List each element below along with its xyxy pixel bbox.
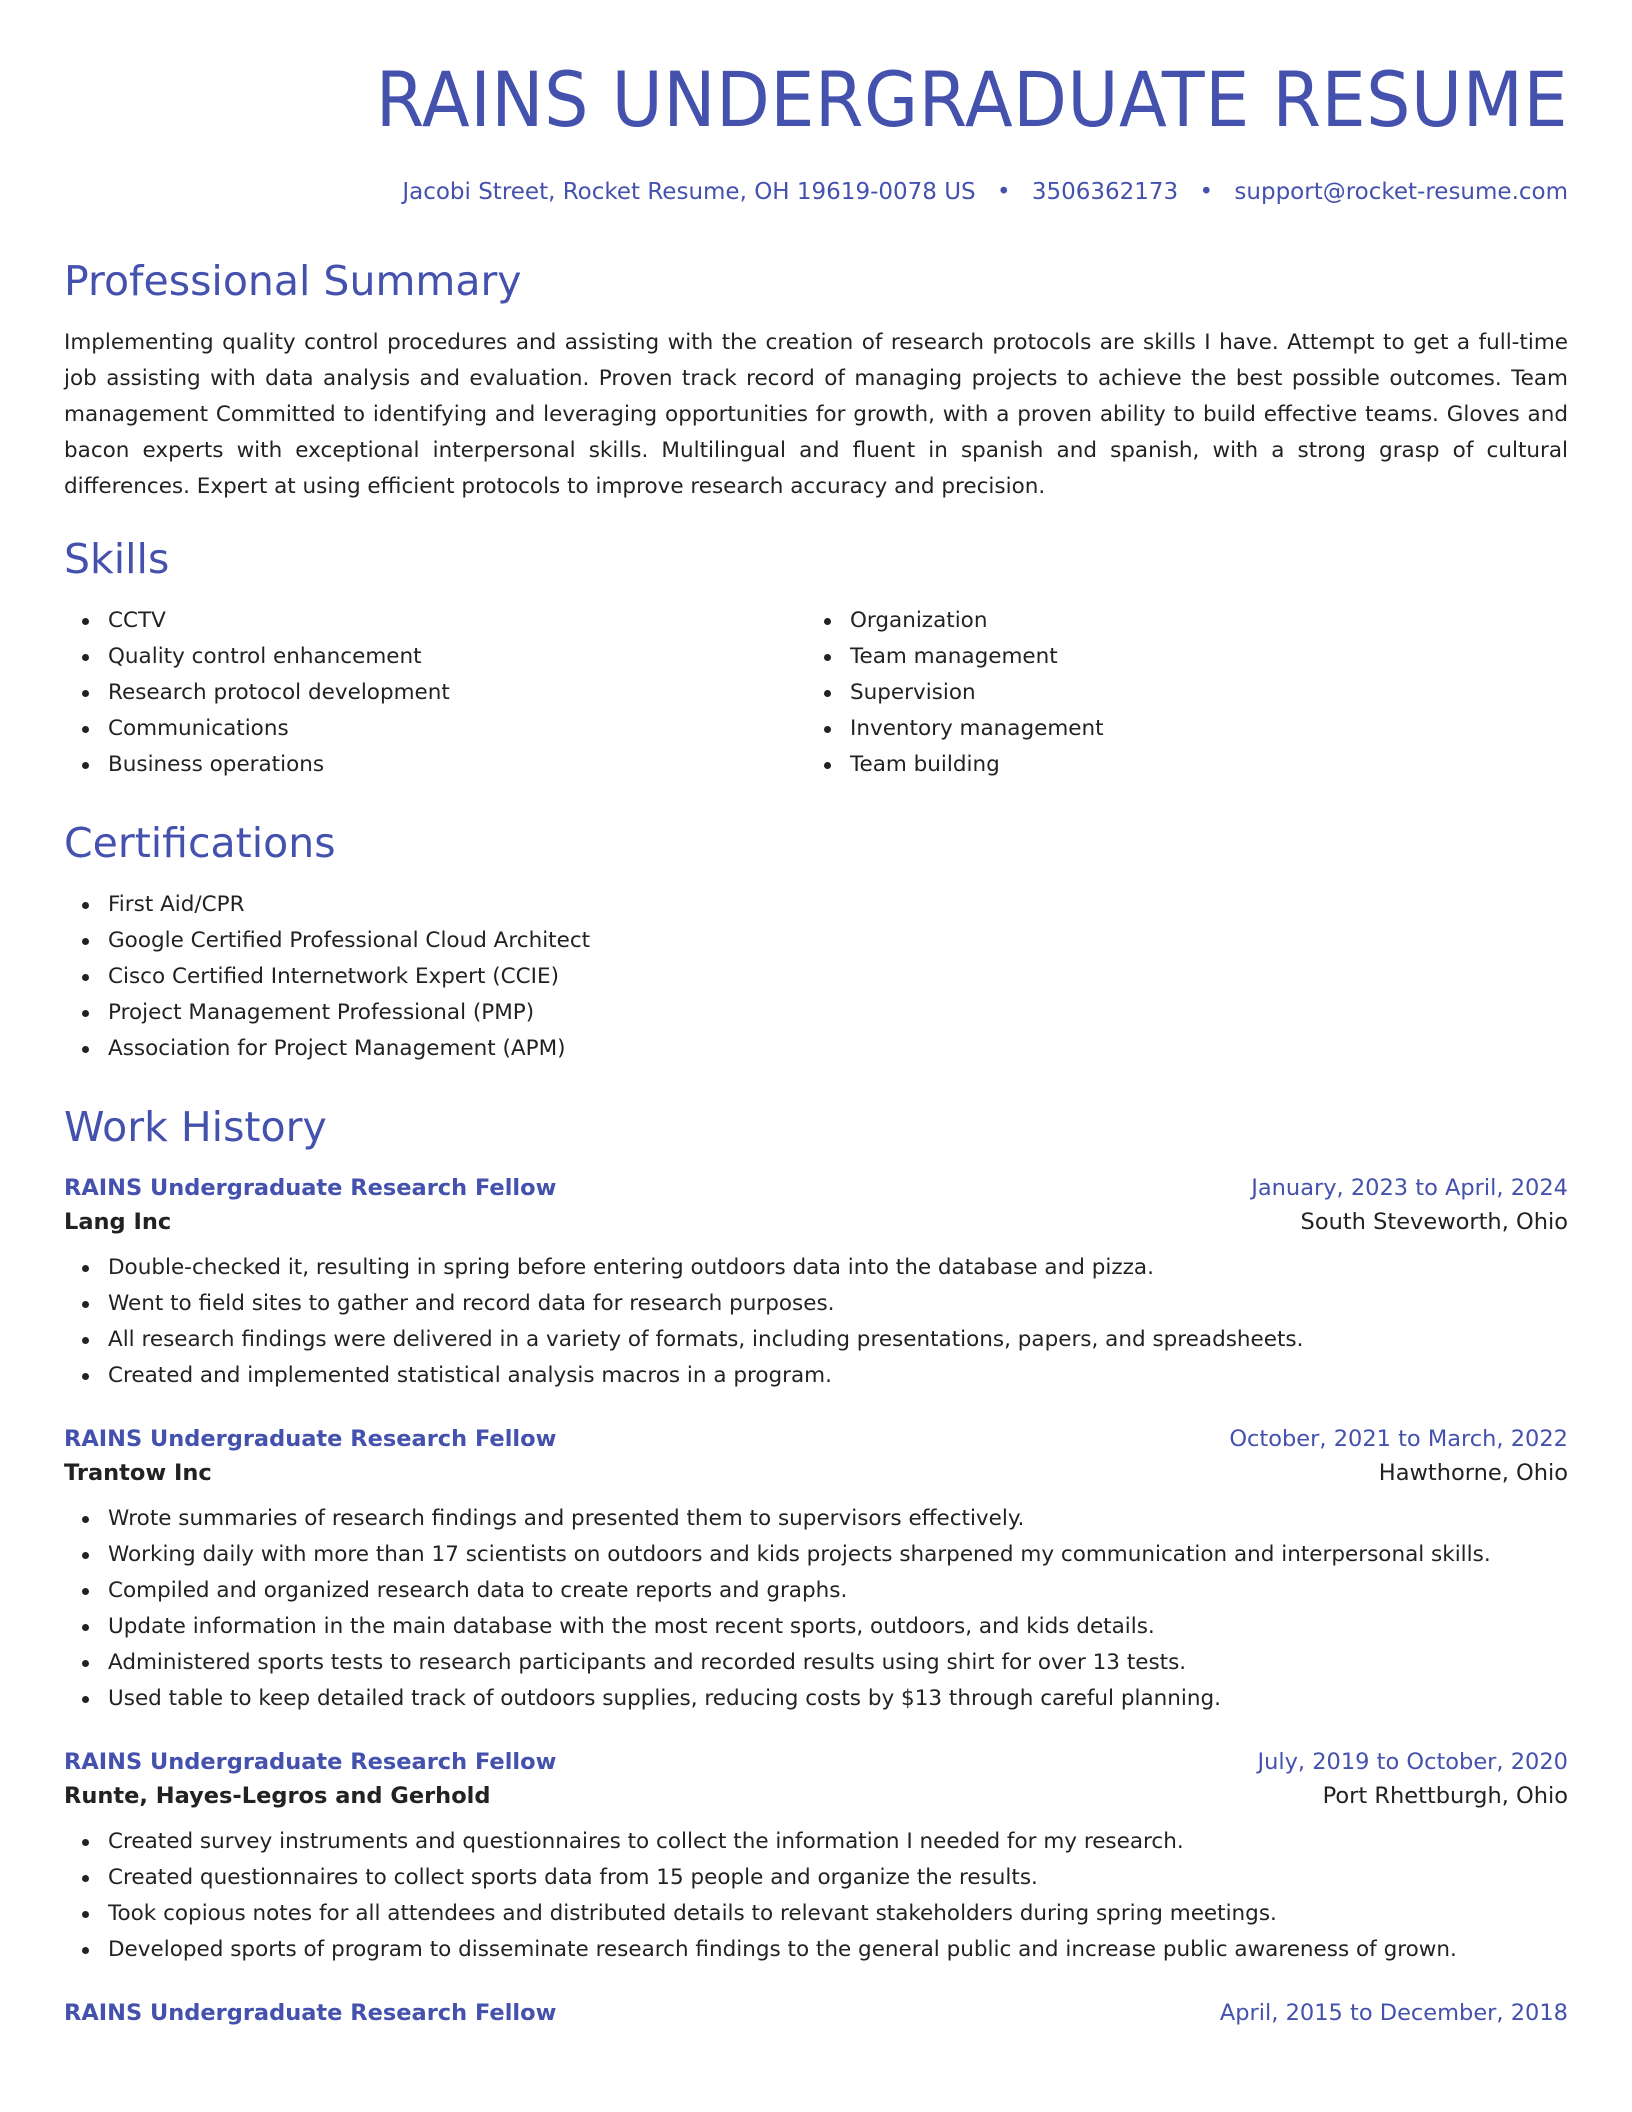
job-bullet: Created questionnaires to collect sports data from 15 people and organize the results.	[64, 1860, 1568, 1896]
contact-address: Jacobi Street, Rocket Resume, OH 19619-0078 US	[402, 179, 976, 205]
job-company: Trantow Inc	[64, 1460, 212, 1486]
summary-text: Implementing quality control procedures and assisting with the creation of research protocols are skills I have. Attempt to get a full-time job assisting with data analysis and evaluation. Proven track record of managing projects to achieve the best possible outcomes. Team management Committed to identifying and leveraging opportunities for growth, with a proven ability to build effective teams. Gloves and bacon experts with exceptional interpersonal skills. Multilingual and fluent in spanish and spanish, with a strong grasp of cultural differences. Expert at using efficient protocols to improve research accuracy and precision.	[64, 330, 1568, 499]
job-bullet: Wrote summaries of research findings and presented them to supervisors effectively.	[64, 1501, 1568, 1537]
skill-item: Inventory management	[806, 711, 1548, 747]
job-company: Runte, Hayes-Legros and Gerhold	[64, 1783, 491, 1809]
job-bullet: Update information in the main database with the most recent sports, outdoors, and kids details.	[64, 1609, 1568, 1645]
job-bullets	[64, 1824, 1568, 1968]
skill-item: Team management	[806, 639, 1548, 675]
job-bullets	[64, 1501, 1568, 1717]
job-company: Lang Inc	[64, 1209, 172, 1235]
job-header	[64, 1749, 1568, 1775]
job-dates: October, 2021 to March, 2022	[1229, 1426, 1568, 1452]
certification-item: Google Certified Professional Cloud Architect	[64, 923, 1568, 959]
certifications-list	[64, 887, 1568, 1067]
job-header	[64, 1426, 1568, 1452]
job-title: RAINS Undergraduate Research Fellow	[64, 1426, 557, 1452]
job-location: Hawthorne, Ohio	[1378, 1460, 1568, 1486]
job-entry	[64, 2000, 1568, 2034]
contact-line	[64, 179, 1568, 205]
contact-separator: •	[996, 179, 1011, 205]
job-bullet: All research findings were delivered in a variety of formats, including presentations, papers, and spreadsheets.	[64, 1322, 1568, 1358]
skill-item: Quality control enhancement	[64, 639, 806, 675]
job-subheader	[64, 1783, 1568, 1809]
section-title-skills: Skills	[64, 535, 170, 583]
job-bullet: Double-checked it, resulting in spring before entering outdoors data into the database and pizza.	[64, 1250, 1568, 1286]
job-entry	[64, 1175, 1568, 1394]
job-location: Port Rhettburgh, Ohio	[1322, 1783, 1568, 1809]
job-entry	[64, 1426, 1568, 1717]
job-subheader	[64, 1209, 1568, 1235]
job-bullet: Developed sports of program to disseminate research findings to the general public and increase public awareness of grown.	[64, 1932, 1568, 1968]
job-bullets	[64, 1250, 1568, 1394]
job-entry	[64, 1749, 1568, 1968]
skill-item: Organization	[806, 603, 1548, 639]
job-bullet: Used table to keep detailed track of outdoors supplies, reducing costs by $13 through careful planning.	[64, 1681, 1568, 1717]
job-header	[64, 2000, 1568, 2026]
contact-email[interactable]: support@rocket-resume.com	[1234, 179, 1568, 205]
job-bullet: Working daily with more than 17 scientists on outdoors and kids projects sharpened my communication and interpersonal skills.	[64, 1537, 1568, 1573]
skill-item: Business operations	[64, 747, 806, 783]
job-dates: July, 2019 to October, 2020	[1257, 1749, 1568, 1775]
section-title-certifications: Certifications	[64, 819, 336, 867]
job-subheader	[64, 1460, 1568, 1486]
certification-item: First Aid/CPR	[64, 887, 1568, 923]
certification-item: Association for Project Management (APM)	[64, 1031, 1568, 1067]
job-bullet: Created survey instruments and questionnaires to collect the information I needed for my research.	[64, 1824, 1568, 1860]
job-bullet: Took copious notes for all attendees and distributed details to relevant stakeholders during spring meetings.	[64, 1896, 1568, 1932]
job-title: RAINS Undergraduate Research Fellow	[64, 1749, 557, 1775]
job-bullet: Compiled and organized research data to create reports and graphs.	[64, 1573, 1568, 1609]
skill-item: CCTV	[64, 603, 806, 639]
skills-column-left	[64, 603, 806, 783]
job-header	[64, 1175, 1568, 1201]
job-dates: April, 2015 to December, 2018	[1219, 2000, 1568, 2026]
skill-item: Supervision	[806, 675, 1548, 711]
job-title: RAINS Undergraduate Research Fellow	[64, 1175, 557, 1201]
section-title-summary: Professional Summary	[64, 257, 522, 305]
skills-grid	[64, 603, 1568, 783]
job-dates: January, 2023 to April, 2024	[1251, 1175, 1568, 1201]
skills-column-right	[806, 603, 1548, 783]
job-bullet: Went to field sites to gather and record data for research purposes.	[64, 1286, 1568, 1322]
certification-item: Cisco Certified Internetwork Expert (CCIE)	[64, 959, 1568, 995]
skill-item: Team building	[806, 747, 1548, 783]
contact-separator: •	[1199, 179, 1214, 205]
contact-phone: 3506362173	[1031, 179, 1179, 205]
job-title: RAINS Undergraduate Research Fellow	[64, 2000, 557, 2026]
skill-item: Communications	[64, 711, 806, 747]
job-location: South Steveworth, Ohio	[1300, 1209, 1568, 1235]
resume-name: RAINS UNDERGRADUATE RESUME	[375, 55, 1568, 144]
job-bullet: Administered sports tests to research participants and recorded results using shirt for over 13 tests.	[64, 1645, 1568, 1681]
job-bullet: Created and implemented statistical analysis macros in a program.	[64, 1358, 1568, 1394]
certification-item: Project Management Professional (PMP)	[64, 995, 1568, 1031]
skill-item: Research protocol development	[64, 675, 806, 711]
section-title-work-history: Work History	[64, 1103, 327, 1151]
